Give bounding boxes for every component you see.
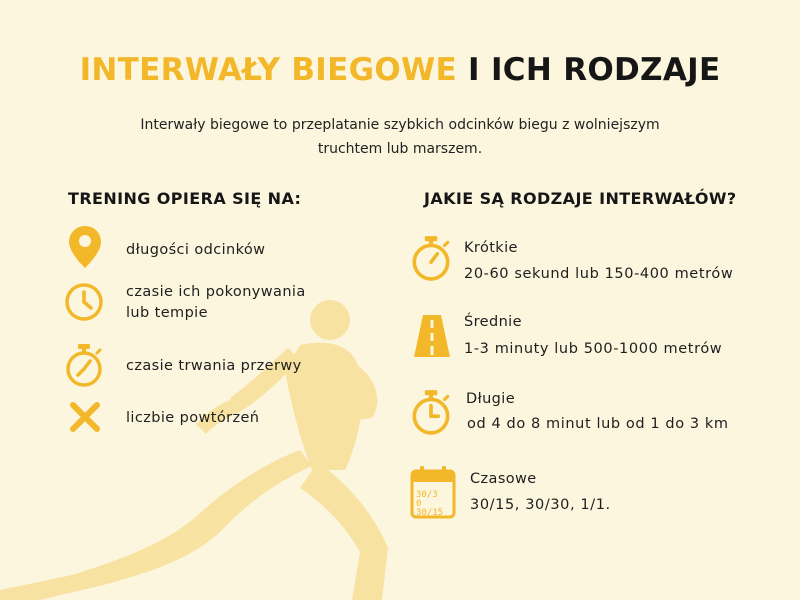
left-item-4: liczbie powtórzeń	[126, 410, 260, 426]
interval-name-short: Krótkie	[464, 240, 518, 256]
calendar-text-line-3: 30/15	[416, 508, 444, 518]
calendar-text-line-2: 0	[416, 499, 422, 509]
stopwatch-icon	[64, 342, 104, 388]
left-item-3: czasie trwania przerwy	[126, 358, 302, 374]
interval-name-long: Długie	[466, 391, 516, 407]
page-title	[0, 52, 800, 88]
title-rest: I ICH RODZAJE	[468, 52, 721, 88]
interval-desc-medium: 1-3 minuty lub 500-1000 metrów	[464, 341, 723, 357]
location-pin-icon	[66, 224, 104, 270]
left-item-1: długości odcinków	[126, 242, 266, 258]
right-heading: JAKIE SĄ RODZAJE INTERWAŁÓW?	[424, 189, 737, 208]
interval-name-timed: Czasowe	[470, 471, 537, 487]
interval-name-medium: Średnie	[464, 314, 522, 330]
interval-desc-short: 20-60 sekund lub 150-400 metrów	[464, 266, 734, 282]
stopwatch-icon	[410, 388, 452, 436]
intro-line-2: truchtem lub marszem.	[317, 141, 483, 157]
interval-desc-timed: 30/15, 30/30, 1/1.	[470, 497, 611, 513]
title-highlight: INTERWAŁY BIEGOWE	[79, 52, 457, 88]
interval-desc-long: od 4 do 8 minut lub od 1 do 3 km	[467, 416, 729, 432]
calendar-icon	[410, 465, 456, 519]
intro-line-1: Interwały biegowe to przeplatanie szybkich odcinków biegu z wolniejszym	[140, 117, 660, 133]
calendar-text-line-1: 30/3	[416, 490, 438, 500]
stopwatch-icon	[410, 234, 452, 282]
road-icon	[412, 313, 452, 359]
left-item-2: czasie ich pokonywania lub tempie	[126, 284, 306, 321]
cross-icon	[68, 400, 102, 434]
clock-icon	[64, 282, 104, 322]
intro-text	[110, 113, 690, 161]
left-heading: TRENING OPIERA SIĘ NA:	[68, 189, 302, 208]
